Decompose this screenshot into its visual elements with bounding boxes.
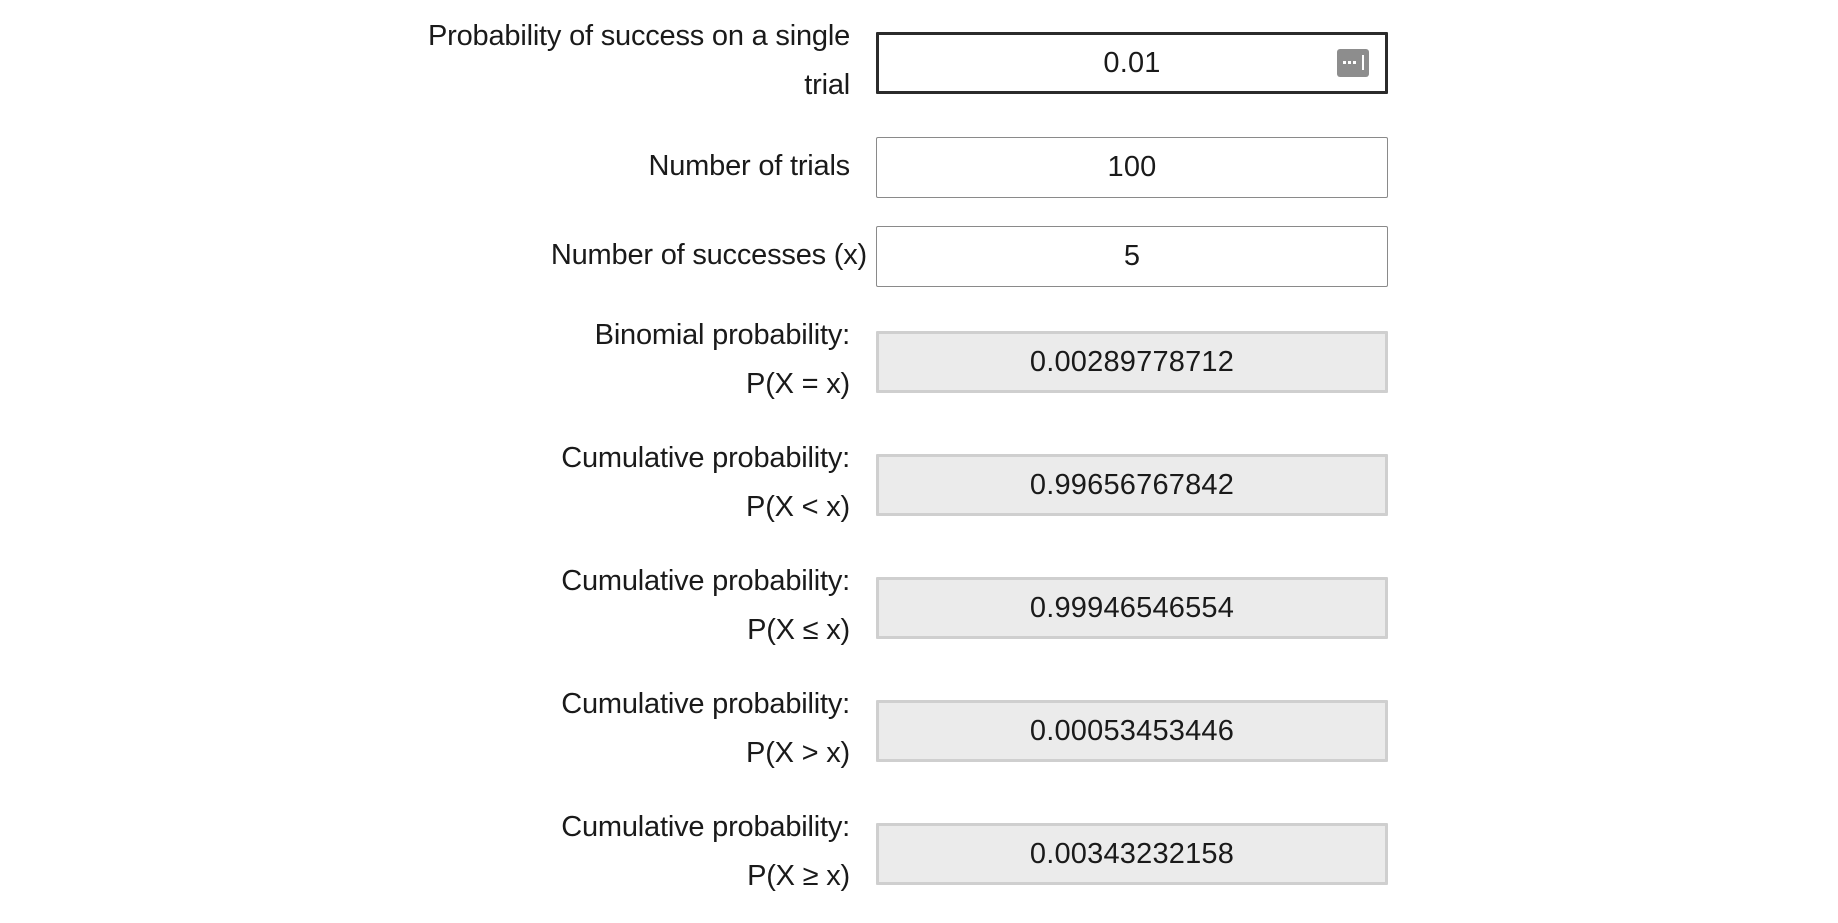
cum-le-label-line2: P(X ≤ x) xyxy=(747,614,850,646)
cum-le-label-line1: Cumulative probability: xyxy=(561,565,850,597)
probability-value: 0.01 xyxy=(1103,46,1161,79)
cum-ge-label xyxy=(330,803,850,901)
trials-input[interactable] xyxy=(876,137,1388,198)
trials-label-text: Number of trials xyxy=(648,150,850,182)
binomial-value: 0.00289778712 xyxy=(1029,345,1235,378)
cum-le-label xyxy=(330,557,850,655)
cum-lt-label xyxy=(330,434,850,532)
successes-label xyxy=(347,231,867,280)
cum-gt-output xyxy=(876,700,1388,762)
binomial-label-line2: P(X = x) xyxy=(746,368,850,400)
probability-label-line2: trial xyxy=(804,69,850,101)
probability-label xyxy=(330,12,850,110)
cum-gt-label-line1: Cumulative probability: xyxy=(561,688,850,720)
trials-label xyxy=(330,142,850,191)
cum-ge-label-line1: Cumulative probability: xyxy=(561,811,850,843)
cum-le-value: 0.99946546554 xyxy=(1029,591,1235,624)
cum-le-output xyxy=(876,577,1388,639)
binomial-label xyxy=(330,311,850,409)
ellipsis-icon[interactable] xyxy=(1337,49,1369,77)
cum-ge-value: 0.00343232158 xyxy=(1029,837,1235,870)
probability-label-line1: Probability of success on a single xyxy=(428,20,850,52)
binomial-label-line1: Binomial probability: xyxy=(594,319,850,351)
cum-lt-value: 0.99656767842 xyxy=(1029,468,1235,501)
successes-input[interactable] xyxy=(876,226,1388,287)
cum-lt-label-line1: Cumulative probability: xyxy=(561,442,850,474)
probability-input[interactable] xyxy=(876,32,1388,94)
successes-value: 5 xyxy=(1123,240,1141,272)
cum-lt-output xyxy=(876,454,1388,516)
cum-gt-label xyxy=(330,680,850,778)
trials-value: 100 xyxy=(1107,151,1157,183)
cum-gt-label-line2: P(X > x) xyxy=(746,737,850,769)
successes-label-text: Number of successes (x) xyxy=(550,239,867,271)
binomial-output xyxy=(876,331,1388,393)
cum-lt-label-line2: P(X < x) xyxy=(746,491,850,523)
cum-ge-label-line2: P(X ≥ x) xyxy=(747,860,850,892)
cum-ge-output xyxy=(876,823,1388,885)
cum-gt-value: 0.00053453446 xyxy=(1029,714,1235,747)
